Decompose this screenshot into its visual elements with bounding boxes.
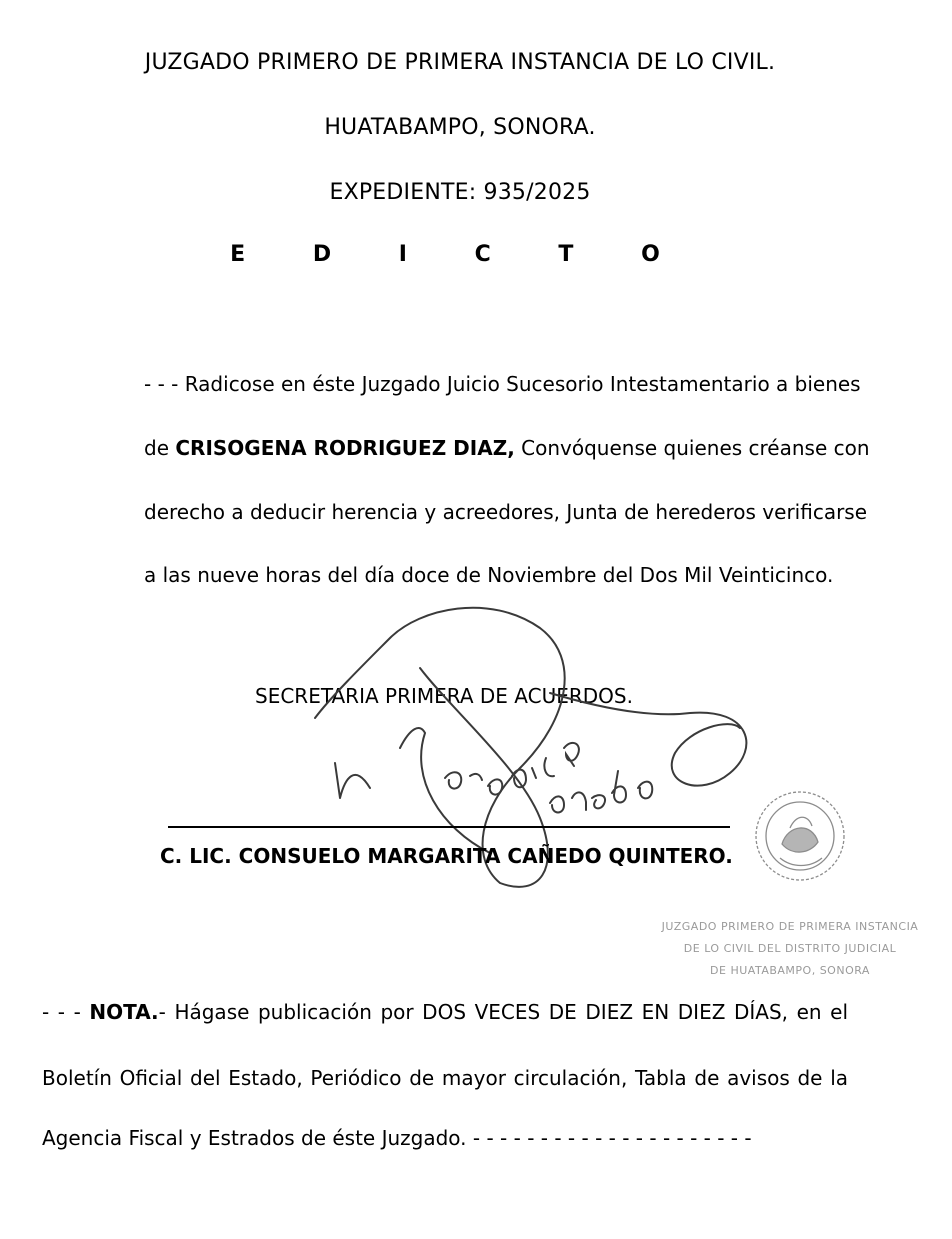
secretary-name: C. LIC. CONSUELO MARGARITA CAÑEDO QUINTERO.: [160, 844, 733, 868]
seal-text-line-2: DE LO CIVIL DEL DISTRITO JUDICIAL: [683, 942, 897, 955]
nota-line-3: Agencia Fiscal y Estrados de éste Juzgado. - - - - - - - - - - - - - - - - - - - - -: [42, 1126, 752, 1150]
nota-line-1-text: - Hágase publicación por DOS VECES DE DIEZ EN DIEZ DÍAS, en el: [158, 1000, 848, 1024]
seal-text-line-3: DE HUATABAMPO, SONORA: [710, 964, 870, 977]
deceased-name: CRISOGENA RODRIGUEZ DIAZ,: [175, 436, 515, 460]
nota-label: NOTA.: [89, 1000, 159, 1024]
court-name: JUZGADO PRIMERO DE PRIMERA INSTANCIA DE LO CIVIL.: [144, 50, 776, 75]
body-line-2-post: Convóquense quienes créanse con: [514, 436, 870, 460]
body-line-1: - - - Radicose en éste Juzgado Juicio Sucesorio Intestamentario a bienes: [144, 372, 861, 396]
signature-line: [168, 826, 730, 828]
nota-line-2: Boletín Oficial del Estado, Periódico de mayor circulación, Tabla de avisos de la: [42, 1066, 848, 1090]
body-line-4: a las nueve horas del día doce de Noviembre del Dos Mil Veinticinco.: [144, 563, 834, 587]
nota-line-1: [42, 1000, 848, 1024]
official-seal-emblem: [752, 784, 848, 888]
body-line-2: [144, 436, 870, 460]
case-number: EXPEDIENTE: 935/2025: [329, 180, 591, 205]
city: HUATABAMPO, SONORA.: [324, 115, 596, 140]
seal-text-line-1: JUZGADO PRIMERO DE PRIMERA INSTANCIA: [661, 920, 919, 933]
body-line-2-pre: de: [144, 436, 176, 460]
secretary-role: SECRETARIA PRIMERA DE ACUERDOS.: [255, 684, 633, 708]
document-title: [0, 242, 920, 267]
document-title-text: E D I C T O: [230, 242, 690, 267]
nota-prefix: - - -: [42, 1000, 90, 1024]
body-line-3: derecho a deducir herencia y acreedores, Junta de herederos verificarse: [144, 500, 868, 524]
